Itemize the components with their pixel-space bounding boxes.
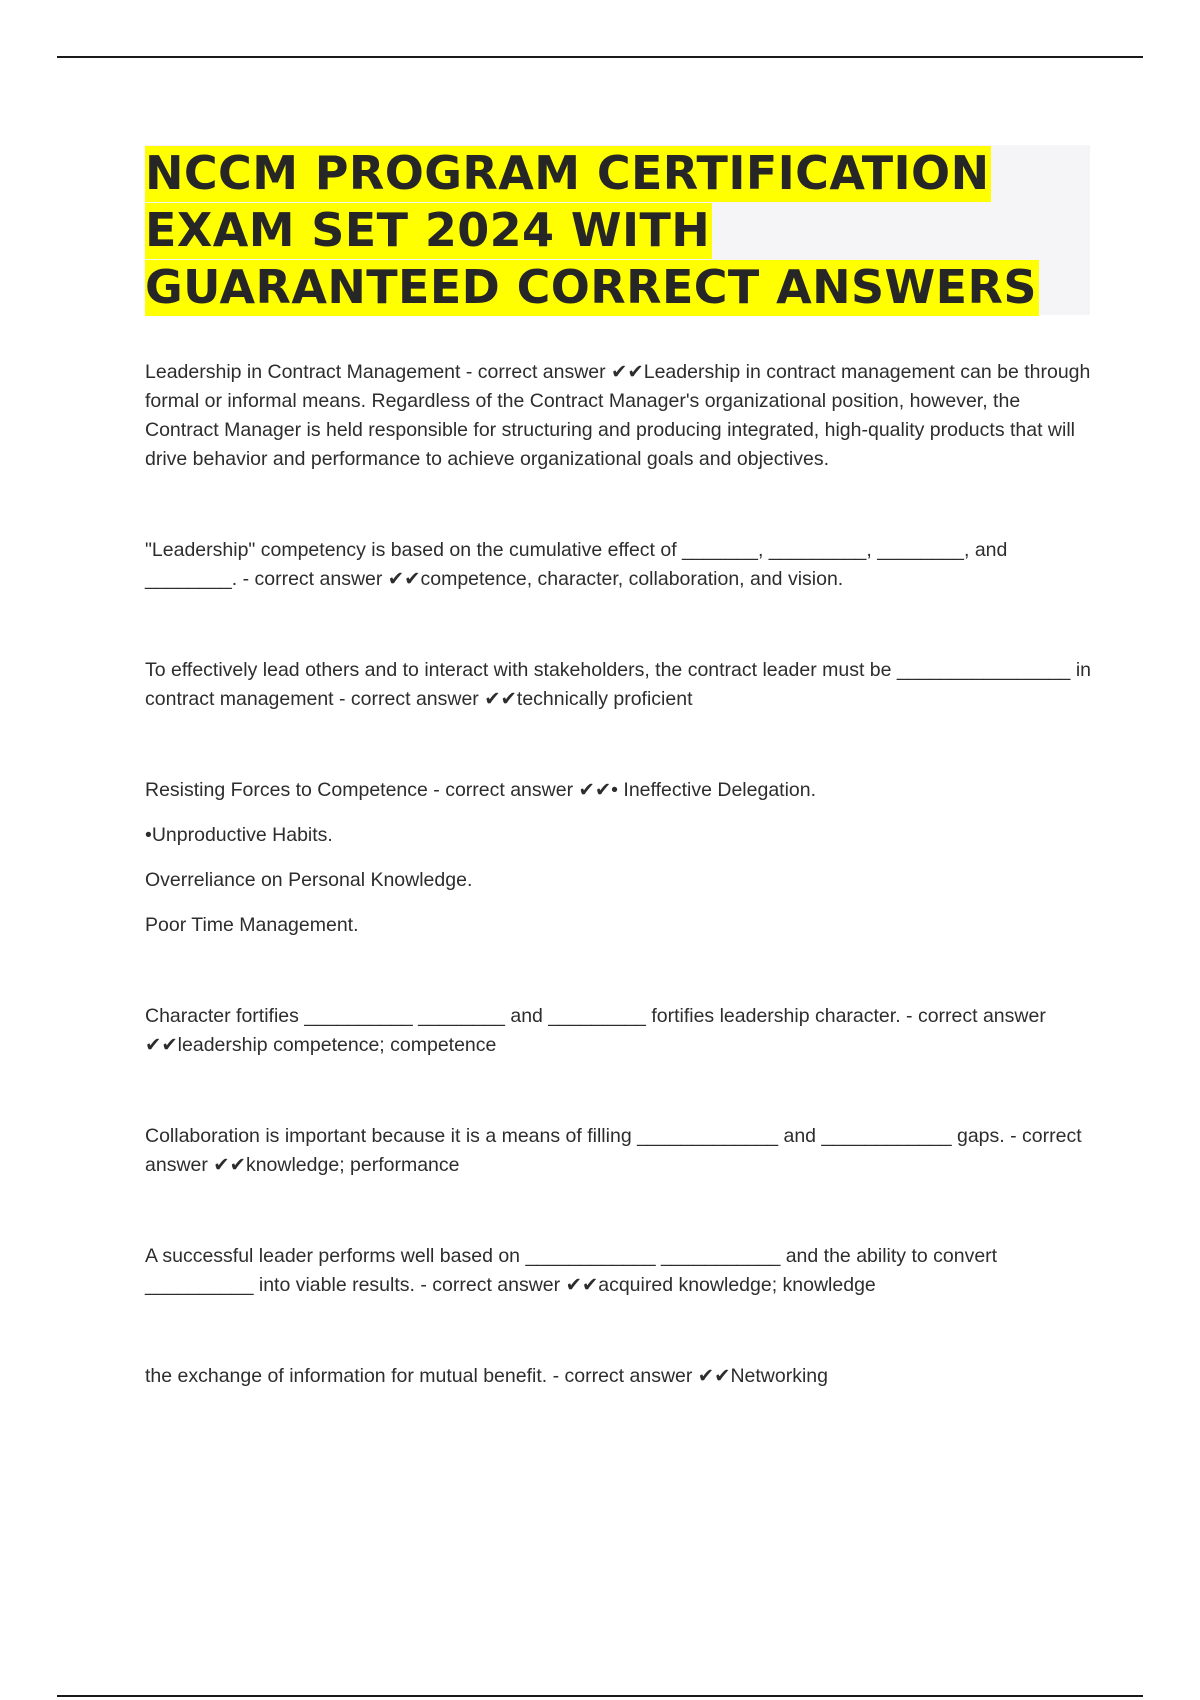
title-line-2: EXAM SET 2024 WITH <box>145 203 711 257</box>
qa-entry-technical: To effectively lead others and to interact with stakeholders, the contract leader must be ________________ in contract management - correct answer ✔✔technically proficient <box>145 659 1091 710</box>
qa-entry-collaboration: Collaboration is important because it is a means of filling _____________ and ____________ gaps. - correct answer ✔✔knowledge; performance <box>145 1125 1082 1176</box>
qa-entry-competency: "Leadership" competency is based on the cumulative effect of _______, _________, ________, and ________. - correct answer ✔✔competence, character, collaboration, and vision. <box>145 539 1008 590</box>
qa-subline: •Unproductive Habits. <box>145 824 333 846</box>
qa-subline: Poor Time Management. <box>145 914 359 936</box>
top-rule <box>57 56 1143 58</box>
qa-list <box>145 358 1095 1391</box>
qa-entry-resisting-forces: Resisting Forces to Competence - correct answer ✔✔• Ineffective Delegation. <box>145 779 817 801</box>
qa-entry-successful-leader: A successful leader performs well based on ____________ ___________ and the ability to convert __________ into viable results. - correct answer ✔✔acquired knowledge; knowledge <box>145 1245 998 1296</box>
qa-entry-networking: the exchange of information for mutual benefit. - correct answer ✔✔Networking <box>145 1365 828 1387</box>
bottom-rule <box>57 1695 1143 1697</box>
title-line-3: GUARANTEED CORRECT ANSWERS <box>145 260 1037 314</box>
qa-entry-character: Character fortifies __________ ________ and _________ fortifies leadership character. - correct answer ✔✔leadership competence; competence <box>145 1005 1046 1056</box>
page-title <box>145 145 1090 316</box>
title-line-1: NCCM PROGRAM CERTIFICATION <box>145 146 990 200</box>
qa-entry-leadership: Leadership in Contract Management - correct answer ✔✔Leadership in contract management can be through formal or informal means. Regardless of the Contract Manager's organizational position, however, the Contract Manager is held responsible for structuring and producing integrated, high-quality products that will drive behavior and performance to achieve organizational goals and objectives. <box>145 361 1091 470</box>
qa-subline: Overreliance on Personal Knowledge. <box>145 869 473 891</box>
